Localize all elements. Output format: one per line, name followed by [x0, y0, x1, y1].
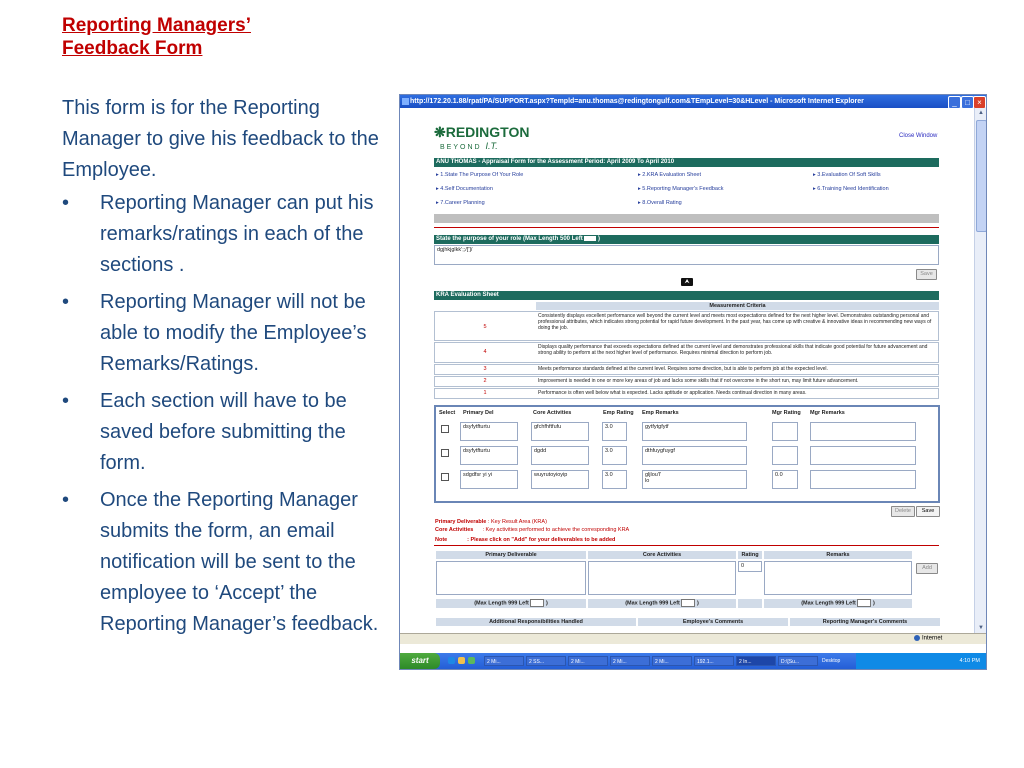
chars-left-box	[681, 599, 695, 607]
bullet-text: Reporting Manager can put his remarks/ratings in each of the sections .	[100, 192, 374, 276]
quicklaunch-app-icon[interactable]	[468, 657, 475, 664]
core-max-length	[588, 599, 736, 608]
core-activities-cell: gfchfhftfufu	[531, 422, 589, 441]
page-content	[400, 108, 974, 633]
taskbar	[400, 653, 986, 669]
bullet-dot-icon: •	[62, 390, 70, 412]
max-length-label: (Max Length 999 Left	[625, 600, 680, 607]
legend-primary-text: : Key Result Area (KRA)	[487, 519, 547, 525]
legend-primary	[435, 519, 547, 525]
close-button[interactable]: ×	[973, 96, 986, 109]
criteria-header: Measurement Criteria	[536, 302, 939, 310]
legend-primary-label: Primary Deliverable	[435, 519, 487, 525]
quicklaunch-folder-icon[interactable]	[458, 657, 465, 664]
add-col-core: Core Activities	[588, 551, 736, 559]
red-divider	[434, 227, 939, 228]
redington-logo: ❋REDINGTON	[434, 124, 530, 140]
mgr-remarks-input[interactable]	[810, 446, 916, 465]
primary-del-cell: dsyfytfturtu	[460, 446, 518, 465]
max-length-end: )	[872, 600, 875, 607]
slide-title	[62, 14, 342, 60]
col-employee-comments: Employee's Comments	[638, 618, 788, 626]
criteria-rating: 5	[483, 324, 487, 330]
col-core-activities: Core Activities	[533, 410, 572, 416]
bullet-dot-icon: •	[62, 489, 70, 511]
gray-separator	[434, 214, 939, 223]
add-remarks-input[interactable]	[764, 561, 912, 595]
criteria-rating: 3	[483, 366, 487, 372]
nav-link-soft-skills[interactable]: ▸ 3.Evaluation Of Soft Skills	[813, 172, 881, 178]
row-select-checkbox[interactable]	[441, 473, 449, 481]
purpose-textarea[interactable]: dgjhkjglkk';;/[']/	[434, 245, 939, 265]
add-button[interactable]: Add	[916, 563, 938, 574]
scroll-thumb[interactable]	[976, 120, 987, 232]
legend-core-text: : Key activities performed to achieve the corresponding KRA	[482, 527, 630, 533]
primary-max-length	[436, 599, 586, 608]
col-manager-comments: Reporting Manager's Comments	[790, 618, 940, 626]
bullet-item	[62, 386, 382, 479]
chars-left-box	[584, 236, 596, 241]
emp-rating-cell: 3.0	[602, 422, 627, 441]
add-col-rating: Rating	[738, 551, 762, 559]
nav-link-career[interactable]: ▸ 7.Career Planning	[436, 200, 485, 206]
nav-link-kra[interactable]: ▸ 2.KRA Evaluation Sheet	[638, 172, 702, 178]
purpose-header-text: State the purpose of your role (Max Length 500 Left	[436, 236, 583, 242]
bullet-text: Each section will have to be saved before submitting the form.	[100, 390, 347, 474]
logo-tagline-it: I.T.	[485, 141, 498, 151]
bullet-text: Reporting Manager will not be able to modify the Employee’s Remarks/Ratings.	[100, 291, 367, 375]
add-col-remarks: Remarks	[764, 551, 912, 559]
criteria-text: Meets performance standards defined at the current level. Requires some direction, but is able to perform job at the expected level.	[538, 366, 828, 372]
zone-label: Internet	[922, 635, 943, 642]
primary-del-cell: sdgdfsr yi yi	[460, 470, 518, 489]
kra-save-button[interactable]: Save	[916, 506, 940, 517]
mgr-rating-input[interactable]	[772, 422, 798, 441]
task-item[interactable]: D:\[Su...	[778, 656, 818, 666]
bullet-text: Once the Reporting Manager submits the form, an email notification will be sent to the employee to ‘Accept’ the Reporting Manager’s feedback.	[100, 489, 379, 635]
note-text: : Please click on "Add" for your deliverables to be added	[467, 537, 616, 543]
ie-icon	[402, 98, 409, 105]
add-core-input[interactable]	[588, 561, 736, 595]
logo-tagline-text: BEYOND	[440, 144, 482, 151]
legend-core	[435, 527, 629, 533]
slide-bullets	[62, 188, 382, 646]
globe-icon	[914, 635, 920, 641]
task-item[interactable]: 2 In...	[736, 656, 776, 666]
core-activities-cell: dgdd	[531, 446, 589, 465]
close-window-link[interactable]: Close Window	[899, 133, 938, 139]
clock: 4:10 PM	[959, 658, 980, 664]
delete-button[interactable]: Delete	[891, 506, 915, 517]
system-tray	[856, 653, 986, 669]
task-item[interactable]: 2 SS...	[526, 656, 566, 666]
col-mgr-remarks: Mgr Remarks	[810, 410, 845, 416]
nav-link-label: 8.Overall Rating	[642, 200, 682, 206]
col-mgr-rating: Mgr Rating	[772, 410, 801, 416]
desktop-toolbar[interactable]: Desktop	[822, 658, 841, 664]
task-item[interactable]: 2 Mi...	[652, 656, 692, 666]
logo-tagline	[440, 141, 498, 151]
add-primary-input[interactable]	[436, 561, 586, 595]
mgr-remarks-input[interactable]	[810, 422, 916, 441]
chars-left-box	[857, 599, 871, 607]
col-emp-remarks: Emp Remarks	[642, 410, 679, 416]
emp-remarks-cell: gytfytgfytf	[642, 422, 747, 441]
row-select-checkbox[interactable]	[441, 449, 449, 457]
nav-link-self-doc[interactable]: ▸ 4.Self Documentation	[436, 186, 493, 192]
emp-rating-cell: 3.0	[602, 446, 627, 465]
add-col-primary: Primary Deliverable	[436, 551, 586, 559]
bullet-item	[62, 485, 382, 640]
task-item[interactable]: 2 Mi...	[610, 656, 650, 666]
nav-link-label: 7.Career Planning	[440, 200, 485, 206]
slide-title-line1: Reporting Managers’	[62, 15, 251, 36]
add-rating-select[interactable]: 0	[738, 561, 762, 572]
nav-link-label: 4.Self Documentation	[440, 186, 493, 192]
col-select: Select	[439, 410, 456, 416]
bullet-dot-icon: •	[62, 291, 70, 313]
criteria-text: Performance is often well below what is expected. Lacks aptitude or application. Needs continual direction in many areas.	[538, 390, 807, 396]
max-length-label: (Max Length 999 Left	[474, 600, 529, 607]
criteria-text: Consistently displays excellent performance well beyond the current level and meets most expectations defined for the next higher level. Demonstrates outstanding personal and professional attributes, which indicates strong potential for rapid future development. In the past year, has come up with creative & innovative ideas in recommending new ways of doing the job.	[538, 313, 932, 331]
mgr-rating-input[interactable]	[772, 446, 798, 465]
form-header: ANU THOMAS - Appraisal Form for the Assessment Period: April 2009 To April 2010	[434, 158, 939, 167]
criteria-text: Displays quality performance that exceeds expectations defined at the current level and demonstrates professional skills that indicate good potential for future advancement and strong ability to perform at the next higher level of performance. Requires minimal direction to perform job.	[538, 344, 928, 356]
quicklaunch-ie-icon[interactable]	[448, 657, 455, 664]
window-titlebar[interactable]	[400, 95, 986, 108]
criteria-rating: 1	[483, 390, 487, 396]
nav-link-manager-feedback[interactable]: ▸ 5.Reporting Manager's Feedback	[638, 186, 724, 192]
security-zone	[914, 635, 942, 642]
task-item[interactable]: 192.1...	[694, 656, 734, 666]
nav-link-label: 5.Reporting Manager's Feedback	[642, 186, 724, 192]
primary-del-cell: dsyfytfturtu	[460, 422, 518, 441]
maximize-button[interactable]: □	[961, 96, 974, 109]
logo-text: REDINGTON	[445, 124, 530, 140]
start-button[interactable]	[400, 653, 440, 669]
chars-left-box	[530, 599, 544, 607]
note	[435, 537, 615, 543]
emp-remarks-cell: dthfuygfuygf	[642, 446, 747, 465]
mgr-rating-input[interactable]: 0.0	[772, 470, 798, 489]
col-primary-del: Primary Del	[463, 410, 494, 416]
legend-core-label: Core Activities	[435, 527, 474, 533]
slide-title-line2: Feedback Form	[62, 38, 203, 59]
nav-link-label: 6.Training Need Identification	[817, 186, 889, 192]
status-bar	[400, 633, 986, 644]
nav-link-label: 2.KRA Evaluation Sheet	[642, 172, 702, 178]
red-divider	[434, 545, 939, 546]
vertical-scrollbar[interactable]	[974, 108, 987, 633]
bullet-item	[62, 188, 382, 281]
nav-link-label: 1.State The Purpose Of Your Role	[440, 172, 524, 178]
bullet-item	[62, 287, 382, 380]
core-activities-cell: wuyrutoyioyip	[531, 470, 589, 489]
purpose-save-button[interactable]: Save	[916, 269, 937, 280]
criteria-rating: 4	[483, 349, 487, 355]
slide-intro: This form is for the Reporting Manager to give his feedback to the Employee.	[62, 97, 379, 181]
note-label: Note	[435, 537, 448, 543]
rating-max-length	[738, 599, 762, 608]
scroll-down-icon[interactable]: ▼	[978, 625, 984, 631]
col-additional-responsibilities: Additional Responsibilities Handled	[436, 618, 636, 626]
col-emp-rating: Emp Rating	[603, 410, 634, 416]
kra-header: KRA Evaluation Sheet	[434, 291, 939, 300]
bullet-dot-icon: •	[62, 192, 70, 214]
task-item[interactable]: 2 Mi...	[484, 656, 524, 666]
task-item[interactable]: 2 Mi...	[568, 656, 608, 666]
criteria-text: Improvement is needed in one or more key areas of job and lacks some skills that if not overcome in the short run, may limit future advancement.	[538, 378, 859, 384]
emp-rating-cell: 3.0	[602, 470, 627, 489]
nav-link-label: 3.Evaluation Of Soft Skills	[817, 172, 881, 178]
row-select-checkbox[interactable]	[441, 425, 449, 433]
window-title: http://172.20.1.88/rpat/PA/SUPPORT.aspx?Templd=anu.thomas@redingtongulf.com&TEmpLevel=30&HLevel - Microsoft Internet Explorer	[410, 98, 864, 105]
emp-remarks-cell: gljlou'l' lo	[642, 470, 747, 489]
scroll-up-arrow-icon[interactable]: ⮝	[681, 278, 693, 286]
minimize-button[interactable]: _	[948, 96, 961, 109]
nav-link-training[interactable]: ▸ 6.Training Need Identification	[813, 186, 889, 192]
nav-link-overall[interactable]: ▸ 8.Overall Rating	[638, 200, 682, 206]
mgr-remarks-input[interactable]	[810, 470, 916, 489]
nav-link-purpose[interactable]: ▸ 1.State The Purpose Of Your Role	[436, 172, 524, 178]
remarks-max-length	[764, 599, 912, 608]
browser-window	[399, 94, 987, 670]
max-length-end: )	[545, 600, 548, 607]
start-label: start	[411, 656, 429, 665]
purpose-header: State the purpose of your role (Max Length 500 Left )	[434, 235, 939, 244]
max-length-end: )	[696, 600, 699, 607]
criteria-rating: 2	[483, 378, 487, 384]
max-length-label: (Max Length 999 Left	[801, 600, 856, 607]
scroll-up-icon[interactable]: ▲	[978, 110, 984, 116]
